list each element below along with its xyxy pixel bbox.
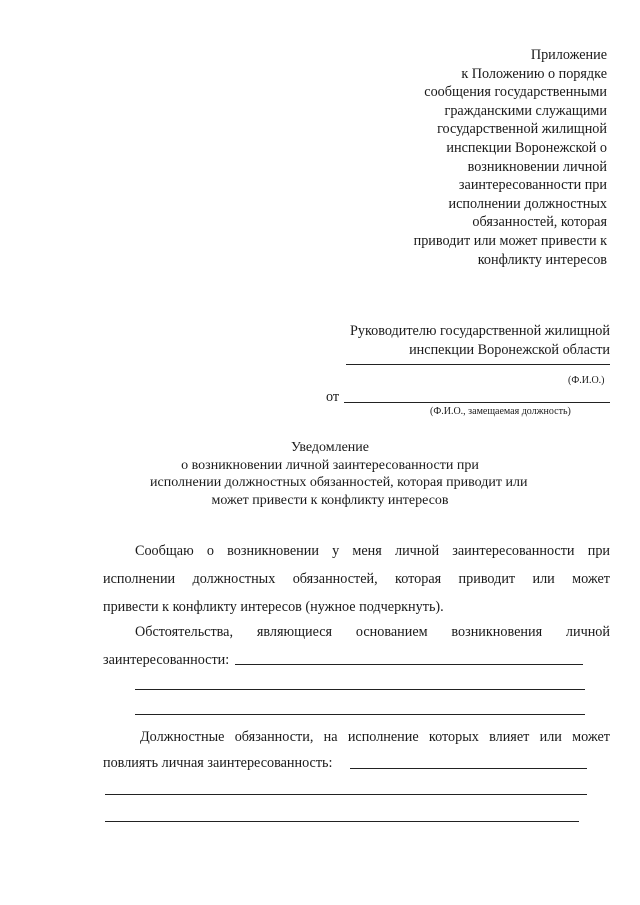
fio-caption: (Ф.И.О.): [568, 375, 605, 386]
from-label: от: [326, 389, 340, 405]
p1-line-2: исполнении должностных обязанностей, которая приводит или может: [103, 571, 610, 587]
appendix-line: гражданскими служащими: [444, 102, 607, 119]
fio-line[interactable]: [346, 364, 610, 365]
addressee-block: [310, 322, 610, 360]
p3-line-1: Должностные обязанности, на исполнение которых влияет или может: [140, 729, 610, 745]
addressee-line-1: Руководителю государственной жилищной: [349, 323, 610, 339]
title-line: Уведомление: [290, 440, 369, 455]
appendix-line: инспекции Воронежской о: [446, 139, 607, 156]
addressee-line-2: инспекции Воронежской области: [409, 341, 610, 358]
from-line[interactable]: [344, 402, 610, 403]
appendix-line: Приложение: [530, 47, 607, 63]
p2-line-1: Обстоятельства, являющиеся основанием возникновения личной: [135, 624, 610, 640]
appendix-line: заинтересованности при: [458, 177, 607, 194]
appendix-line: к Положению о порядке: [461, 65, 607, 82]
circumstances-line-3[interactable]: [135, 714, 585, 715]
appendix-line: государственной жилищной: [437, 121, 607, 138]
circumstances-line-2[interactable]: [135, 689, 585, 690]
p1-line-1: Сообщаю о возникновении у меня личной заинтересованности при: [135, 543, 610, 559]
appendix-line: конфликту интересов: [477, 251, 607, 268]
duties-line-1[interactable]: [350, 768, 587, 769]
title-line: исполнении должностных обязанностей, которая приводит или: [150, 475, 528, 491]
duties-line-2[interactable]: [105, 794, 587, 795]
notice-title: [150, 439, 528, 509]
from-caption: (Ф.И.О., замещаемая должность): [430, 406, 571, 417]
appendix-line: возникновении личной: [467, 158, 607, 175]
p1-line-3: привести к конфликту интересов (нужное подчеркнуть).: [103, 599, 444, 615]
p2-line-2: заинтересованности:: [103, 652, 230, 668]
duties-line-3[interactable]: [105, 821, 579, 822]
appendix-line: сообщения государственными: [424, 84, 607, 101]
appendix-line: исполнении должностных: [448, 195, 607, 212]
p3-line-2: повлиять личная заинтересованность:: [103, 755, 333, 771]
title-line: может привести к конфликту интересов: [211, 492, 449, 508]
circumstances-line-1[interactable]: [235, 664, 583, 665]
appendix-block: [347, 46, 607, 269]
appendix-line: приводит или может привести к: [413, 232, 607, 249]
title-line: о возникновении личной заинтересованности при: [181, 457, 479, 473]
appendix-line: обязанностей, которая: [472, 214, 607, 231]
